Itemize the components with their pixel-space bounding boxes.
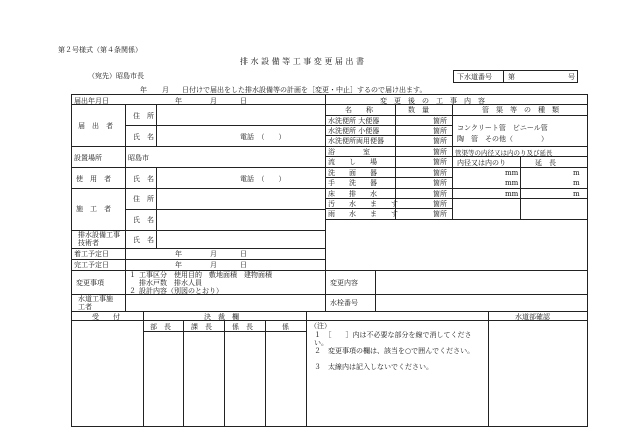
rule-line [71, 320, 588, 321]
mm-1: mm [505, 179, 519, 187]
rule-line [71, 188, 325, 189]
site-value: 昭島市 [128, 154, 149, 162]
intro-text: 日付けで届出をした排水設備等の計画を［変更・中止］するので届け出ます。 [182, 86, 427, 94]
col-qty: 数 量 [408, 106, 429, 114]
rule-line [325, 146, 588, 147]
decision-label: 決 裁 欄 [204, 313, 239, 321]
rule-line [452, 104, 453, 219]
rule-line [125, 209, 325, 210]
sewer-suffix: 号 [568, 73, 575, 81]
item-5: 洗 面 器 [328, 169, 377, 177]
unit-6: 箇所 [433, 179, 447, 187]
start-date-label: 着工予定日 [74, 250, 109, 258]
start-year: 年 [175, 250, 182, 258]
rule-line [325, 135, 452, 136]
rule-line [224, 320, 225, 427]
end-day: 日 [240, 261, 247, 269]
rule-line [125, 125, 325, 126]
unit-3: 箇所 [433, 148, 447, 156]
rule-line [325, 115, 588, 116]
rule-line [325, 156, 452, 157]
rule-line [325, 198, 588, 199]
user-phone: 電話 （ ） [240, 175, 286, 183]
rule-line [71, 248, 325, 249]
change-1-num: １ [129, 271, 136, 279]
item-3: 浴 室 [328, 148, 370, 156]
rule-line [503, 70, 504, 83]
rule-line [71, 146, 325, 147]
unit-4: 箇所 [433, 158, 447, 166]
unit-2: 箇所 [433, 137, 447, 145]
site-label: 設置場所 [74, 154, 102, 162]
note-1: １ ［ ］内は不必要な部分を線で消してください。 [314, 331, 472, 347]
role-0: 部 長 [150, 323, 171, 331]
end-year: 年 [175, 261, 182, 269]
rule-line [71, 259, 325, 260]
unit-7: 箇所 [433, 190, 447, 198]
col-name: 名 称 [345, 106, 373, 114]
filed-month: 月 [210, 97, 217, 105]
form-title: 排 水 設 備 等 工 事 変 更 届 出 書 [240, 57, 364, 66]
applicant-address-label: 住 所 [133, 112, 154, 120]
applicant-phone: 電話 （ ） [240, 133, 286, 141]
form-number: 第２号様式（第４条関係） [58, 46, 142, 54]
rule-line [143, 311, 144, 427]
rule-line [488, 311, 489, 427]
rule-line [325, 125, 452, 126]
meter-label: 水栓番号 [330, 299, 358, 307]
rule-line [375, 270, 376, 311]
rule-line [325, 208, 452, 209]
change-2: 設計内容（別図のとおり） [139, 287, 223, 295]
item-9: 雨 水 ま す [328, 210, 398, 218]
unit-9: 箇所 [433, 210, 447, 218]
contractor-name-label: 氏 名 [133, 216, 154, 224]
sewer-number-label: 下水道番号 [457, 73, 492, 81]
item-1: 水洗便所 小便器 [328, 127, 380, 135]
col-inner: 内径又は内のり [457, 159, 506, 167]
item-6: 手 洗 器 [328, 179, 377, 187]
water-dept-label: 水道部確認 [515, 313, 550, 321]
change-label: 変更事項 [76, 279, 104, 287]
rule-line [71, 311, 588, 312]
rule-line [325, 177, 452, 178]
applicant-name-label: 氏 名 [133, 133, 154, 141]
note-2: ２ 変更事項の欄は、該当を○で囲んでください。 [314, 347, 475, 355]
filed-year: 年 [175, 97, 182, 105]
contractor2-label: 水道工事施工者 [78, 295, 113, 311]
work-content-header: 変 更 後 の 工 事 内 容 [380, 97, 485, 105]
notes-header: （注） [310, 322, 331, 330]
contractor-label: 施 工 者 [76, 205, 111, 213]
rule-line [125, 104, 126, 294]
rule-line [71, 104, 325, 105]
item-0: 水洗便所 大便器 [328, 117, 380, 125]
applicant-label: 届 出 者 [78, 122, 113, 130]
receipt-label: 受 付 [92, 313, 120, 321]
user-label: 使 用 者 [76, 175, 111, 183]
end-date-label: 完工予定日 [74, 261, 109, 269]
pipe-types: コンクリート管 ビニール管 [457, 124, 548, 132]
col-length: 延 長 [535, 159, 556, 167]
m-1: m [573, 179, 580, 187]
pipe-other: 陶 管 その他（ ） [457, 135, 548, 143]
change-1-b: 排水戸数 排水人員 [139, 279, 202, 287]
intro-month: 月 [162, 86, 169, 94]
note-3: ３ 太線内は記入しないでください。 [314, 363, 433, 371]
rule-line [325, 219, 588, 220]
rule-line [71, 167, 325, 168]
contractor-address-label: 住 所 [133, 195, 154, 203]
start-month: 月 [210, 250, 217, 258]
change-1-a: 工事区分 使用目的 敷地面積 建物面積 [139, 271, 272, 279]
item-4: 流 し 場 [328, 158, 377, 166]
filed-date-label: 届出年月日 [74, 97, 109, 105]
unit-8: 箇所 [433, 200, 447, 208]
sewer-prefix: 第 [508, 73, 515, 81]
change-content-label: 変更内容 [330, 279, 358, 287]
filed-day: 日 [240, 97, 247, 105]
end-month: 月 [210, 261, 217, 269]
m-2: m [573, 190, 580, 198]
rule-line [325, 104, 588, 105]
user-name-label: 氏 名 [133, 175, 154, 183]
addressee: （宛先）昭島市長 [88, 72, 144, 80]
rule-line [265, 320, 266, 427]
item-8: 汚 水 ま す [328, 200, 398, 208]
rule-line [325, 167, 588, 168]
m-0: m [573, 169, 580, 177]
item-7: 床 排 水 [328, 190, 377, 198]
unit-0: 箇所 [433, 117, 447, 125]
unit-5: 箇所 [433, 169, 447, 177]
col-pipe: 管 渠 等 の 種 類 [482, 106, 559, 114]
change-2-num: ２ [129, 287, 136, 295]
engineer-name-label: 氏 名 [133, 236, 154, 244]
start-day: 日 [240, 250, 247, 258]
item-2: 水洗便所両用便器 [328, 137, 384, 145]
rule-line [125, 294, 126, 311]
unit-1: 箇所 [433, 127, 447, 135]
rule-line [156, 104, 157, 146]
mm-2: mm [505, 190, 519, 198]
rule-line [156, 167, 157, 248]
diameter-note: 管渠等の内径又は内のり及び延長 [455, 149, 553, 157]
engineer-label: 排水設備工事技術者 [78, 231, 120, 247]
role-2: 係 長 [232, 323, 253, 331]
role-3: 係 [282, 323, 289, 331]
mm-0: mm [505, 169, 519, 177]
rule-line [520, 156, 521, 219]
rule-line [325, 188, 588, 189]
role-1: 課 長 [191, 323, 212, 331]
rule-line [183, 320, 184, 427]
intro-year: 年 [140, 86, 147, 94]
rule-line [306, 311, 307, 427]
rule-line [325, 270, 326, 311]
